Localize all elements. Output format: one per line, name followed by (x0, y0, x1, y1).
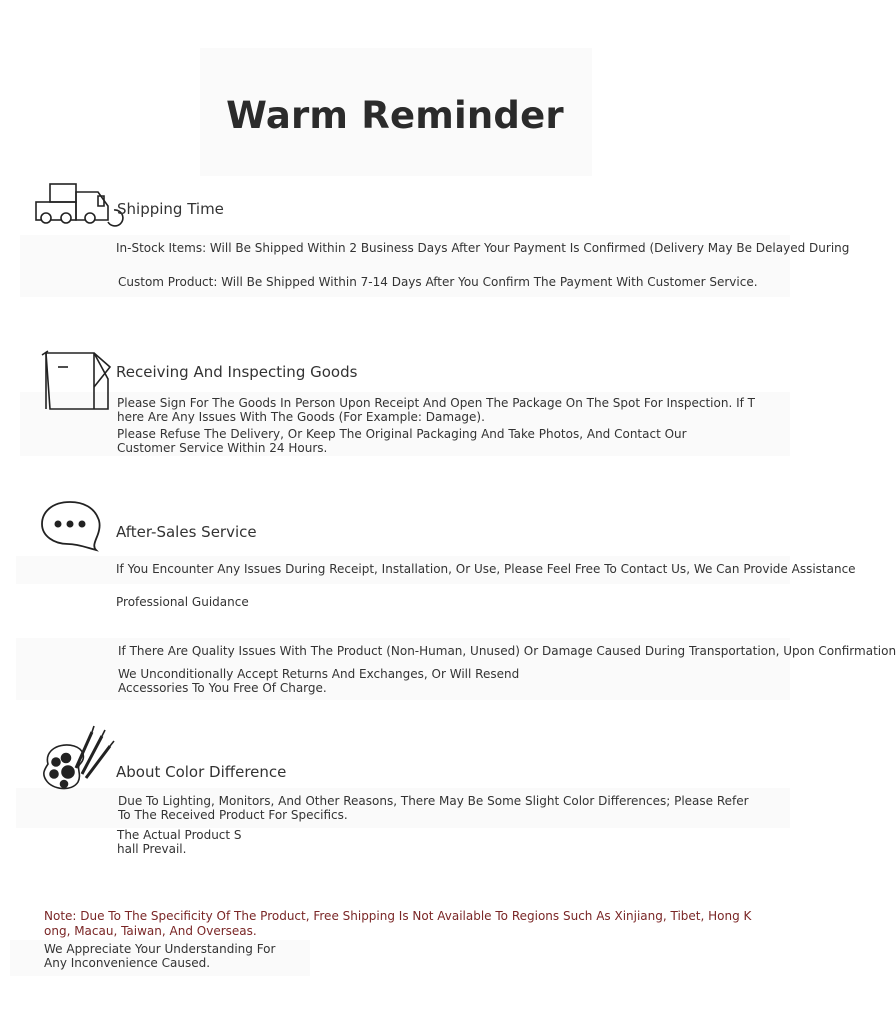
paint-palette-icon (40, 724, 116, 796)
package-box-icon (40, 345, 114, 413)
appreciation-text: We Appreciate Your Understanding For Any Inconvenience Caused. (44, 942, 276, 970)
receiving-refuse-text: Please Refuse The Delivery, Or Keep The Original Packaging And Take Photos, And Contact Our Customer Service Within 24 Hours. (117, 427, 687, 455)
color-difference-heading: About Color Difference (116, 763, 287, 781)
shipping-custom-text: Custom Product: Will Be Shipped Within 7-14 Days After You Confirm The Payment With Customer Service. (118, 275, 758, 289)
shipping-instock-text: In-Stock Items: Will Be Shipped Within 2 Business Days After Your Payment Is Confirmed (Delivery May Be Delayed During (116, 241, 850, 255)
shipping-time-heading: Shipping Time (117, 200, 224, 218)
after-sales-quality-text: If There Are Quality Issues With The Product (Non-Human, Unused) Or Damage Caused During Transportation, Upon Confirmation (118, 644, 896, 658)
shipping-restriction-note: Note: Due To The Specificity Of The Product, Free Shipping Is Not Available To Regions Such As Xinjiang, Tibet, Hong Kong, Macau, Taiwan, And Overseas. (44, 909, 752, 938)
receiving-heading: Receiving And Inspecting Goods (116, 363, 358, 381)
color-difference-text: Due To Lighting, Monitors, And Other Reasons, There May Be Some Slight Color Differences; Please Refer To The Received Product For Specifics. (118, 794, 749, 822)
after-sales-heading: After-Sales Service (116, 523, 257, 541)
page-title: Warm Reminder (226, 94, 564, 137)
after-sales-contact-text: If You Encounter Any Issues During Receipt, Installation, Or Use, Please Feel Free To Contact Us, We Can Provide Assistance (116, 562, 856, 576)
after-sales-returns-text: We Unconditionally Accept Returns And Exchanges, Or Will Resend Accessories To You Free Of Charge. (118, 667, 520, 695)
speech-bubble-icon (40, 500, 102, 552)
delivery-truck-icon (34, 182, 124, 228)
receiving-sign-text: Please Sign For The Goods In Person Upon Receipt And Open The Package On The Spot For Inspection. If There Are Any Issues With The Goods (For Example: Damage). (117, 396, 755, 424)
after-sales-guidance-text: Professional Guidance (116, 595, 249, 609)
actual-product-text: The Actual Product Shall Prevail. (117, 828, 242, 856)
